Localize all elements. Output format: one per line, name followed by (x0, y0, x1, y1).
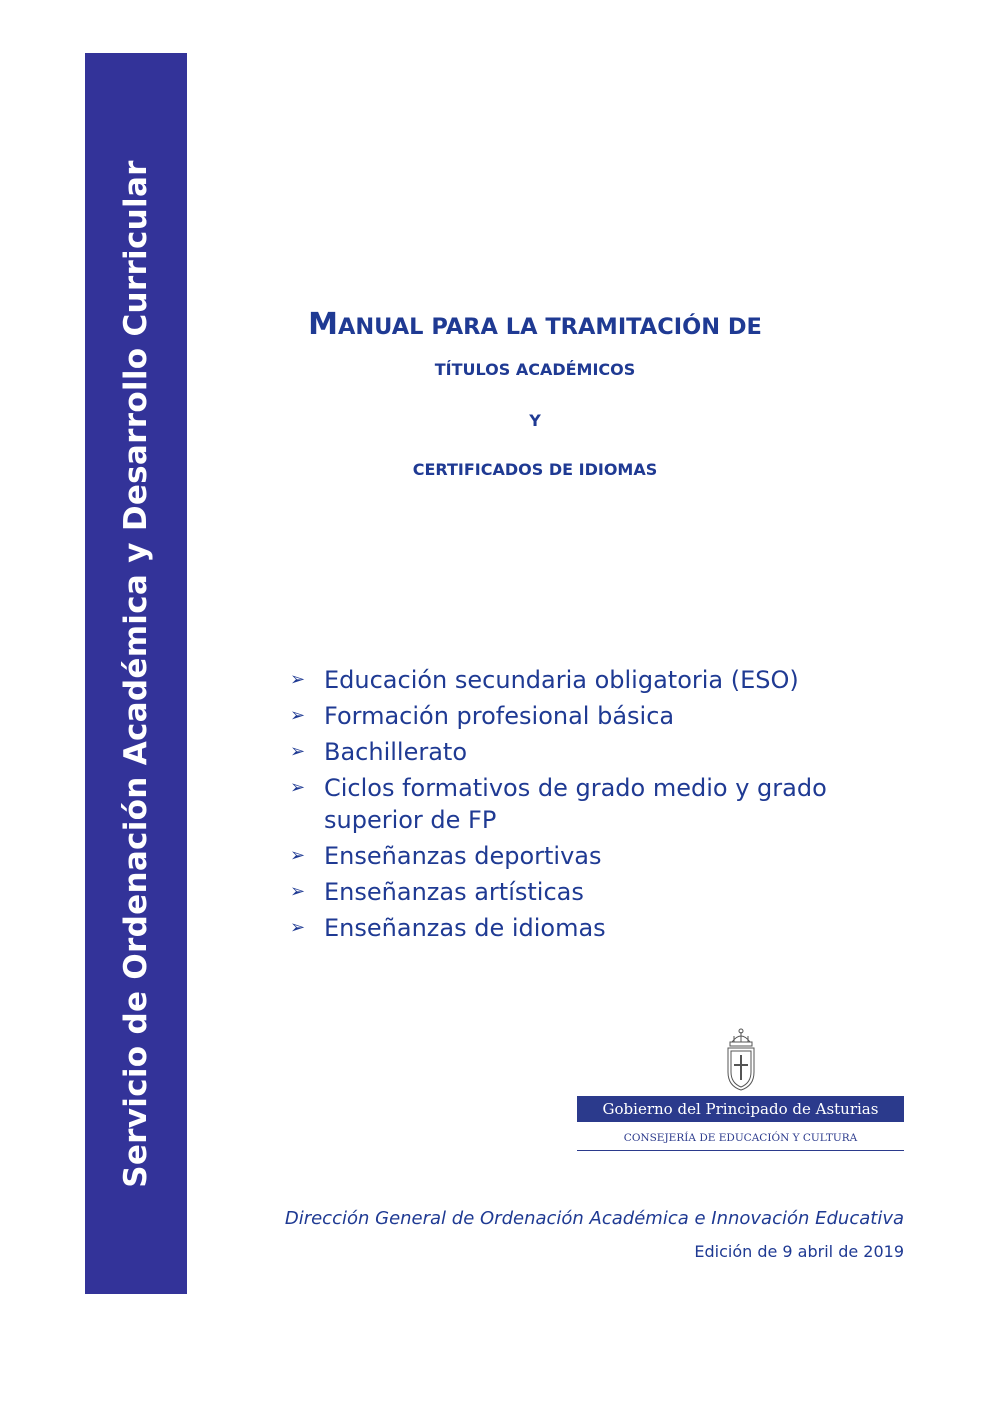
arrowhead-bullet-icon: ➢ (290, 881, 306, 902)
coat-of-arms-icon (720, 1028, 762, 1092)
arrowhead-bullet-icon: ➢ (290, 669, 306, 690)
list-item (290, 876, 910, 908)
list-item (290, 772, 910, 836)
arrowhead-bullet-icon: ➢ (290, 777, 306, 798)
ministry-name: CONSEJERÍA DE EDUCACIÓN Y CULTURA (577, 1126, 904, 1151)
list-item (290, 736, 910, 768)
title-line-2: TÍTULOS ACADÉMICOS (434, 360, 636, 379)
government-name: Gobierno del Principado de Asturias (602, 1100, 879, 1118)
list-item-label: Ciclos formativos de grado medio y grado superior de FP (324, 774, 827, 834)
list-item-label: Enseñanzas deportivas (324, 842, 602, 870)
directorate-text: Dirección General de Ordenación Académica e Innovación Educativa (284, 1208, 904, 1229)
arrowhead-bullet-icon: ➢ (290, 705, 306, 726)
list-item-label: Educación secundaria obligatoria (ESO) (324, 666, 799, 694)
arrowhead-bullet-icon: ➢ (290, 741, 306, 762)
education-list (290, 664, 910, 948)
edition-date: Edición de 9 abril de 2019 (694, 1242, 904, 1261)
list-item (290, 664, 910, 696)
title-line-4: CERTIFICADOS DE IDIOMAS (412, 460, 658, 479)
list-item-label: Bachillerato (324, 738, 468, 766)
arrowhead-bullet-icon: ➢ (290, 917, 306, 938)
title-initial: M (308, 307, 338, 342)
list-item (290, 700, 910, 732)
title-line-3: Y (529, 411, 541, 430)
sidebar-title: Servicio de Ordenación Académica y Desarrollo Curricular (118, 159, 154, 1188)
list-item-label: Formación profesional básica (324, 702, 675, 730)
government-logo (577, 1096, 904, 1122)
arrowhead-bullet-icon: ➢ (290, 845, 306, 866)
title-line-1-rest: ANUAL PARA LA TRAMITACIÓN DE (337, 314, 762, 340)
sidebar-band (85, 53, 187, 1294)
list-item-label: Enseñanzas artísticas (324, 878, 584, 906)
title-line-1 (200, 307, 870, 342)
list-item-label: Enseñanzas de idiomas (324, 914, 606, 942)
list-item (290, 912, 910, 944)
list-item (290, 840, 910, 872)
